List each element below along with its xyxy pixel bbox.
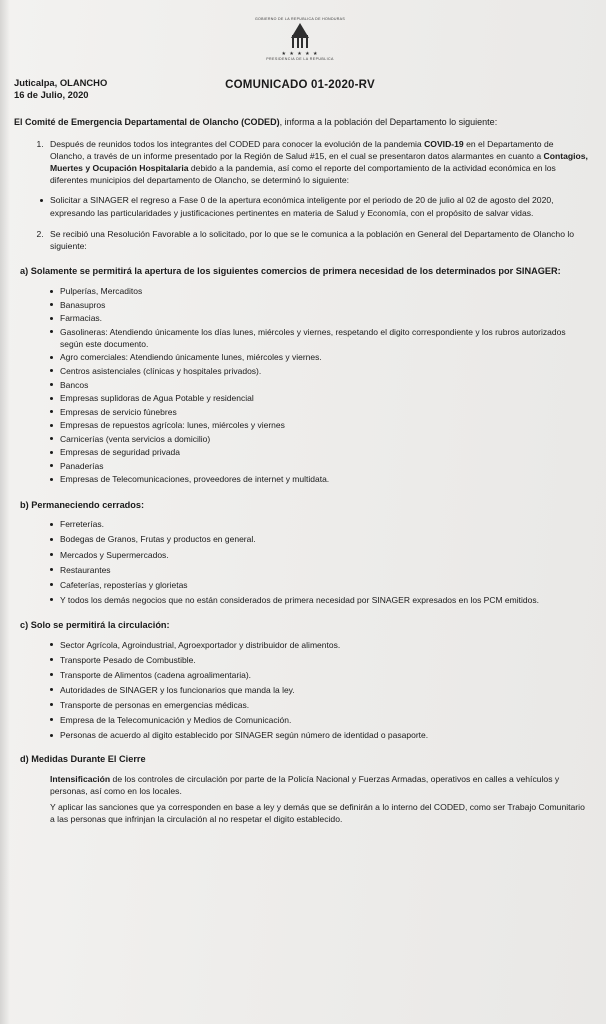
- list-item: Gasolineras: Atendiendo únicamente los días lunes, miércoles y viernes, respetando el digito correspondiente y los rubros autorizados según este documento.: [50, 326, 588, 350]
- list-item: Autoridades de SINAGER y los funcionarios que manda la ley.: [50, 684, 588, 696]
- list-item: Ferreterías.: [50, 518, 588, 530]
- closing-paragraph-1-text: de los controles de circulación por parte de la Policía Nacional y Fuerzas Armadas, operativos en calles a vehículos y personas, así como en los locales.: [50, 773, 560, 797]
- list-item: Bancos: [50, 379, 588, 391]
- list-item: Carnicerías (venta servicios a domicilio): [50, 433, 588, 445]
- list-item: Empresa de la Telecomunicación y Medios de Comunicación.: [50, 714, 588, 726]
- list-item: Cafeterías, reposterías y glorietas: [50, 579, 588, 591]
- seal-top-text: GOBIERNO DE LA REPUBLICA DE HONDURAS: [254, 17, 346, 21]
- numbered-item-2-text: [50, 229, 574, 251]
- date-text: 16 de Julio, 2020: [14, 89, 89, 101]
- numbered-list-second: [12, 228, 588, 252]
- section-heading-a: a) Solamente se permitirá la apertura de los siguientes comercios de primera necesidad de los determinados por SINAGER:: [20, 266, 561, 277]
- section-heading-b: b) Permaneciendo cerrados:: [20, 499, 145, 510]
- list-item: Agro comerciales: Atendiendo únicamente lunes, miércoles y viernes.: [50, 351, 588, 363]
- list-item: [46, 228, 588, 252]
- list-item: Empresas de Telecomunicaciones, proveedores de internet y multidata.: [50, 473, 588, 485]
- government-seal: [12, 10, 588, 69]
- list-item: Personas de acuerdo al digito establecido por SINAGER según número de identidad o pasaporte.: [50, 729, 588, 741]
- closing-bold-lead: Intensificación: [50, 773, 111, 784]
- seal-bottom-text: PRESIDENCIA DE LA REPUBLICA: [266, 56, 334, 61]
- list-item: Transporte Pesado de Combustible.: [50, 654, 588, 666]
- list-item: Mercados y Supermercados.: [50, 549, 588, 561]
- seal-stars: ★ ★ ★ ★ ★: [281, 50, 319, 57]
- list-item: Restaurantes: [50, 564, 588, 576]
- intro-rest: , informa a la población del Departamento lo siguiente:: [279, 116, 498, 127]
- body-text: Después de reunidos todos los integrantes del CODED para conocer la evolución de la pandemia: [50, 138, 425, 149]
- list-item: Empresas suplidoras de Agua Potable y residencial: [50, 392, 588, 404]
- sub-bullet-solicitud: Solicitar a SINAGER el regreso a Fase 0 de la apertura económica inteligente por el periodo de 20 de julio al 02 de agosto del 2020, expresando las particularidades y justificaciones pertinentes en materia de Salud y Economía, con el propósito de salvar vidas.: [12, 194, 588, 218]
- numbered-item-1-text: [50, 139, 588, 186]
- body-text: debido a la pandemia, así como el reporte del comportamiento de la actividad económica en los diferentes municipios del departamento de Olancho, se determinó lo siguiente:: [50, 162, 556, 186]
- list-item: Farmacias.: [50, 312, 588, 324]
- intro-paragraph: [14, 116, 586, 129]
- section-b-list: [12, 518, 588, 605]
- closing-paragraph-2: Y aplicar las sanciones que ya corresponden en base a ley y demás que se definirán a lo interno del CODED, como ser Trabajo Comunitario a las personas que infrinjan la circulación al no respetar el digito establecido.: [50, 801, 585, 825]
- body-text: en el Departamento de Olancho, a través de un informe presentado por la Región de Salud #15, en el cual se presentaron datos alarmantes en cuanto a: [50, 138, 554, 161]
- coat-of-arms-icon: [287, 23, 313, 51]
- list-item: Transporte de personas en emergencias médicas.: [50, 699, 588, 711]
- section-heading-d: d) Medidas Durante El Cierre: [20, 754, 146, 765]
- section-heading-c: c) Solo se permitirá la circulación:: [20, 619, 170, 630]
- place-text: Juticalpa, OLANCHO: [14, 76, 108, 88]
- intro-bold-lead: El Comité de Emergencia Departamental de Olancho (CODED): [14, 116, 280, 127]
- list-item: Sector Agrícola, Agroindustrial, Agroexportador y distribuidor de alimentos.: [50, 639, 588, 651]
- list-item: Banasupros: [50, 299, 588, 311]
- list-item: Transporte de Alimentos (cadena agroalimentaria).: [50, 669, 588, 681]
- list-item: Centros asistenciales (clínicas y hospitales privados).: [50, 365, 588, 377]
- list-item: [46, 138, 588, 187]
- page-title: COMUNICADO 01-2020-RV: [225, 78, 375, 91]
- section-c-list: [12, 639, 588, 741]
- body-text: Se recibió una Resolución Favorable a lo solicitado, por lo que se le comunica a la población en General del Departamento de Olancho lo siguiente:: [50, 228, 575, 251]
- closing-paragraph-1: [50, 773, 588, 798]
- emphasis-text: COVID-19: [424, 138, 464, 149]
- section-a-list: [12, 285, 588, 485]
- list-item: Empresas de servicio fúnebres: [50, 406, 588, 418]
- list-item: Panaderías: [50, 460, 588, 472]
- list-item: Pulperías, Mercaditos: [50, 285, 588, 297]
- list-item: Bodegas de Granos, Frutas y productos en general.: [50, 533, 588, 545]
- closing-block: [12, 773, 588, 826]
- emphasis-text: Contagios, Muertes y Ocupación Hospitalaria: [50, 150, 588, 173]
- numbered-list-first: [12, 138, 588, 187]
- list-item: Empresas de seguridad privada: [50, 446, 588, 458]
- list-item: Y todos los demás negocios que no están considerados de primera necesidad por SINAGER expresados en los PCM emitidos.: [50, 594, 588, 606]
- list-item: Empresas de repuestos agrícola: lunes, miércoles y viernes: [50, 419, 588, 431]
